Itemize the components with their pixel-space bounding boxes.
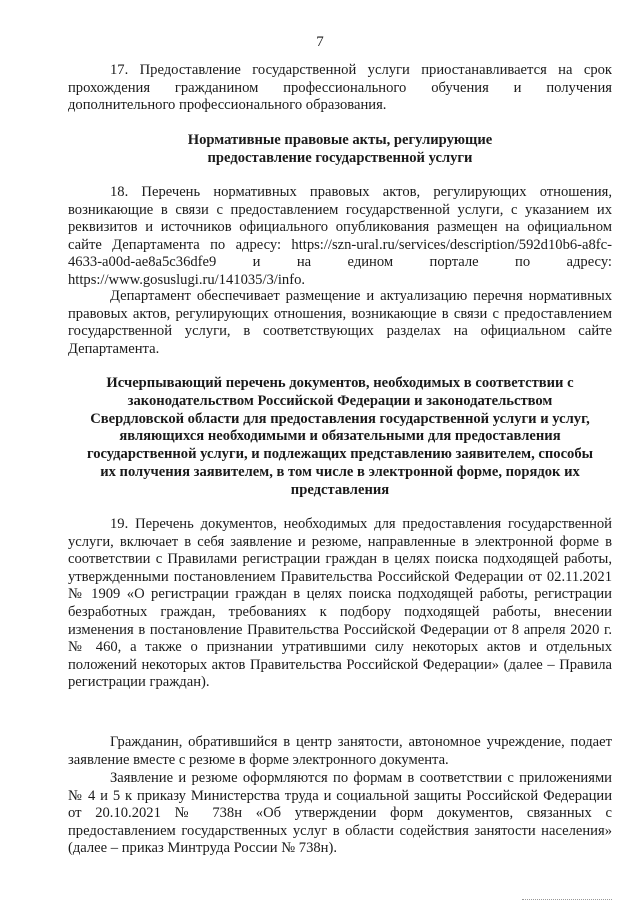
paragraph-18-continued: Департамент обеспечивает размещение и актуализацию перечня нормативных правовых актов, регулирующих отношения, возникающие в связи с предоставлением государственной услуги, в соответствующих разделах на официальном сайте Департамента.	[68, 288, 612, 357]
page-number: 7	[316, 34, 324, 50]
heading-documents-list: Исчерпывающий перечень документов, необходимых в соответствии с законодательством Российской Федерации и законодательством Свердловской области для предоставления государственной услуги и услуг, являющихся необходимыми и обязательными для предоставления государственной услуги, и подлежащих представлению заявителем, способы их получения заявителем, в том числе в электронной форме, порядок их представления	[86, 375, 594, 498]
paragraph-18: 18. Перечень нормативных правовых актов, регулирующих отношения, возникающие в связи с предоставлением государственной услуги, с указанием их реквизитов и источников официального опубликования размещен на официальном сайте Департамента по адресу: https://szn-ural.ru/services/description/592d10b6-a8fc-4633-a00d-ae8a5c36dfe9 и на едином портале по адресу: https://www.gosuslugi.ru/141035/3/info.	[68, 184, 612, 288]
paragraph-19: 19. Перечень документов, необходимых для предоставления государственной услуги, включает в себя заявление и резюме, направленные в электронной форме в соответствии с Правилами регистрации граждан в целях поиска подходящей работы, утвержденными постановлением Правительства Российской Федерации от 02.11.2021 № 1909 «О регистрации граждан в целях поиска подходящей работы, регистрации безработных граждан, требованиях к подбору подходящей работы, внесении изменения в постановление Правительства Российской Федерации от 8 апреля 2020 г. № 460, а также о признании утратившими силу некоторых актов и отдельных положений некоторых актов Правительства Российской Федерации» (далее – Правила регистрации граждан).	[68, 516, 612, 691]
paragraph-17: 17. Предоставление государственной услуги приостанавливается на срок прохождения гражданином профессионального обучения и получения дополнительного профессионального образования.	[68, 62, 612, 114]
paragraph-19-citizen: Гражданин, обратившийся в центр занятости, автономное учреждение, подает заявление вместе с резюме в форме электронного документа.	[68, 734, 612, 768]
heading-legal-acts: Нормативные правовые акты, регулирующие предоставление государственной услуги	[187, 132, 493, 166]
paragraph-19-forms: Заявление и резюме оформляются по формам в соответствии с приложениями № 4 и 5 к приказу Министерства труда и социальной защиты Российской Федерации от 20.10.2021 № 738н «Об утверждении форм документов, связанных с предоставлением государственных услуг в области содействия занятости населения» (далее – приказ Минтруда России № 738н).	[68, 770, 612, 857]
footer-mark	[522, 899, 612, 903]
